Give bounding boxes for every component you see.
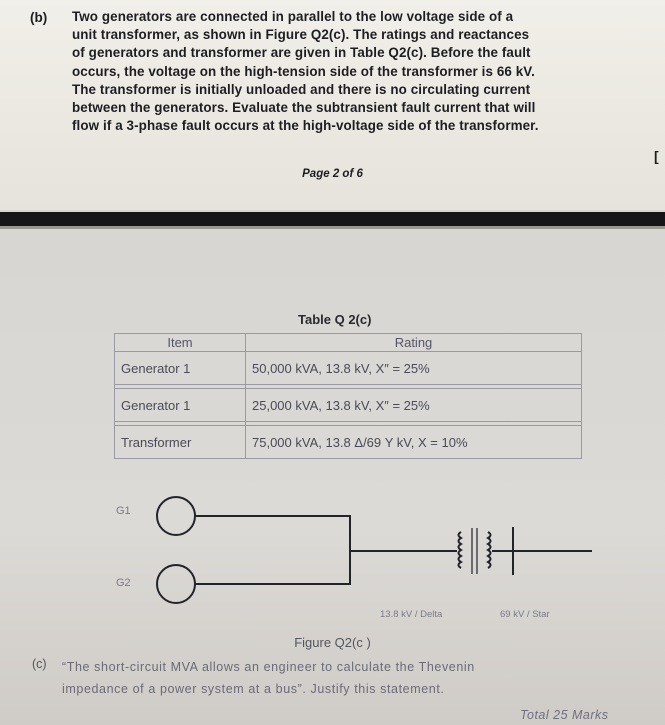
question-b-label: (b) xyxy=(30,10,48,25)
transformer-primary-winding xyxy=(459,532,462,568)
table-cell-item: Generator 1 xyxy=(115,352,246,385)
total-marks: Total 25 Marks xyxy=(520,708,609,722)
question-b-line: Two generators are connected in parallel to the low voltage side of a xyxy=(72,9,514,24)
question-b-line: The transformer is initially unloaded and there is no circulating current xyxy=(72,81,531,97)
generator-2-symbol xyxy=(157,565,195,603)
question-c-label: (c) xyxy=(32,657,47,671)
question-b-line: of generators and transformer are given in Table Q2(c). Before the fault xyxy=(72,45,531,61)
generator-2-label: G2 xyxy=(116,577,131,589)
question-c-line: “The short-circuit MVA allows an engineer to calculate the Thevenin xyxy=(62,660,475,674)
question-b-line: between the generators. Evaluate the subtransient fault current that will xyxy=(72,100,536,116)
table-header-rating: Rating xyxy=(246,334,582,352)
transformer-secondary-winding xyxy=(488,532,491,568)
question-b-line: flow if a 3-phase fault occurs at the high-voltage side of the transformer. xyxy=(72,118,539,134)
table-cell-rating: 25,000 kVA, 13.8 kV, X″ = 25% xyxy=(246,389,582,422)
table-cell-rating: 50,000 kVA, 13.8 kV, X″ = 25% xyxy=(246,352,582,385)
table-cell-item: Generator 1 xyxy=(115,389,246,422)
table-title: Table Q 2(c) xyxy=(298,312,372,327)
generator-busbar-wire xyxy=(195,516,350,584)
page-number: Page 2 of 6 xyxy=(302,168,363,180)
table-cell-item: Transformer xyxy=(115,426,246,459)
question-c-line: impedance of a power system at a bus”. Justify this statement. xyxy=(62,682,445,696)
generator-1-label: G1 xyxy=(116,505,131,517)
table-header-item: Item xyxy=(115,334,246,352)
lv-rating-label: 13.8 kV / Delta xyxy=(380,609,443,620)
question-c-text xyxy=(62,656,642,700)
hv-rating-label: 69 kV / Star xyxy=(500,609,550,620)
question-b-line: occurs, the voltage on the high-tension side of the transformer is 66 kV. xyxy=(72,63,535,79)
figure-caption: Figure Q2(c ) xyxy=(294,635,371,650)
question-b-line: unit transformer, as shown in Figure Q2(c). The ratings and reactances xyxy=(72,27,530,43)
table-cell-rating: 75,000 kVA, 13.8 Δ/69 Y kV, X = 10% xyxy=(246,426,582,459)
marks-bracket: [ xyxy=(654,148,659,164)
generator-1-symbol xyxy=(157,497,195,535)
